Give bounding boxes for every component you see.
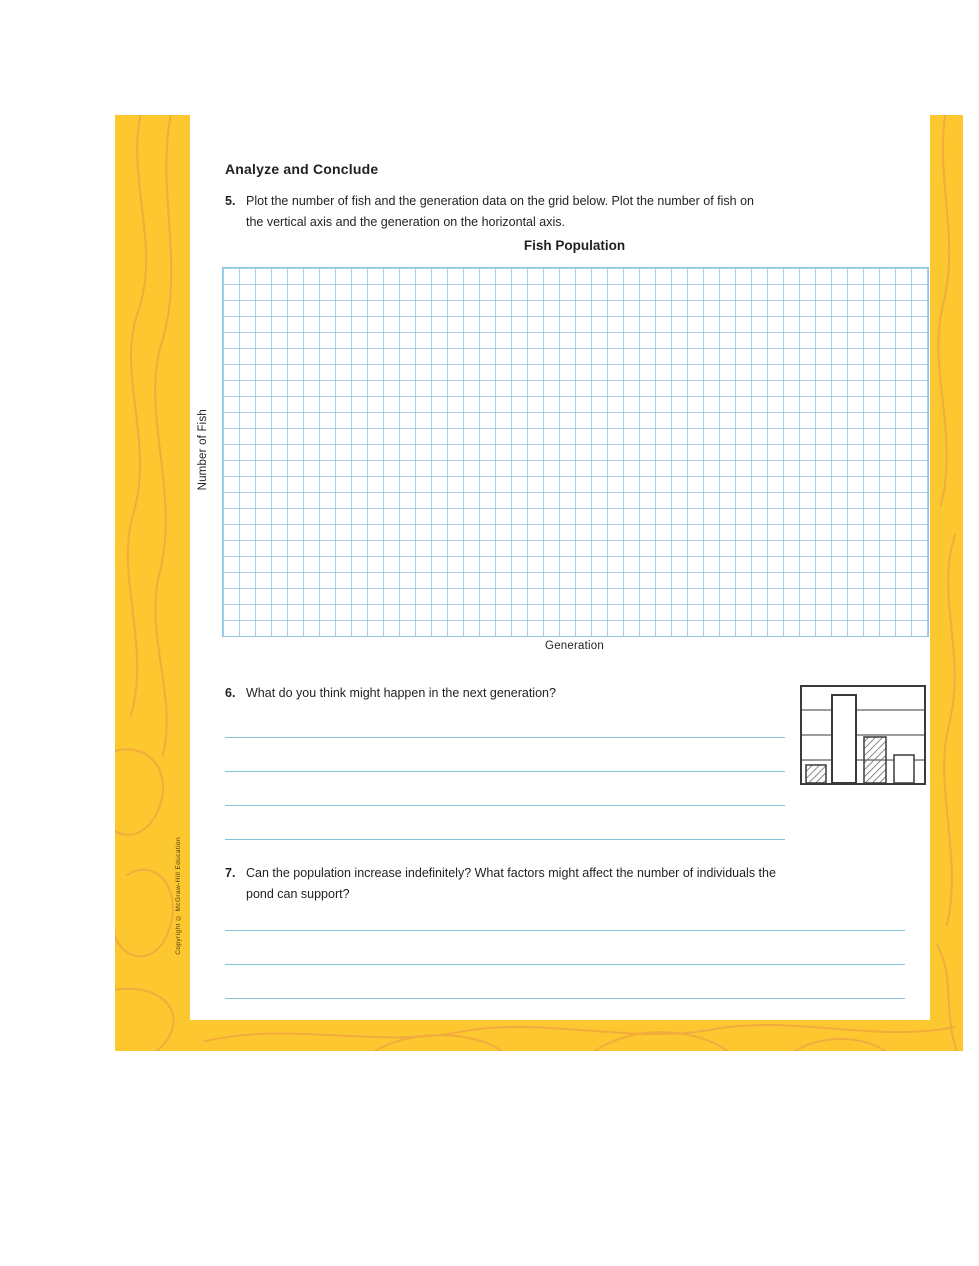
answer-line: [225, 965, 905, 999]
section-heading: Analyze and Conclude: [225, 161, 379, 177]
chart-x-axis-label: Generation: [545, 640, 604, 652]
bar-graph-icon: [800, 685, 926, 785]
question-5-text: Plot the number of fish and the generation data on the grid below. Plot the number of fish on the vertical axis and the generation on the horizontal axis.: [246, 194, 754, 229]
answer-line: [225, 897, 905, 931]
chart-title: Fish Population: [523, 238, 626, 253]
answer-line: [225, 704, 785, 738]
question-6: [225, 683, 785, 704]
worksheet-page: [190, 115, 930, 1020]
worksheet-scan: [115, 115, 963, 1051]
copyright-text: Copyright © McGraw-Hill Education: [175, 837, 182, 955]
chart-y-axis-label: Number of Fish: [197, 409, 209, 491]
answer-line: [225, 772, 785, 806]
question-5-number: 5.: [225, 194, 236, 208]
question-6-answer-lines: [225, 704, 785, 840]
question-6-number: 6.: [225, 686, 236, 700]
question-7-answer-lines: [225, 897, 905, 999]
question-5: [225, 191, 770, 232]
question-6-text: What do you think might happen in the next generation?: [246, 686, 556, 700]
plot-grid: [222, 267, 929, 637]
answer-line: [225, 806, 785, 840]
answer-line: [225, 738, 785, 772]
question-7-number: 7.: [225, 866, 236, 880]
answer-line: [225, 931, 905, 965]
question-7-text: Can the population increase indefinitely? What factors might affect the number of individuals the pond can support?: [246, 866, 776, 901]
